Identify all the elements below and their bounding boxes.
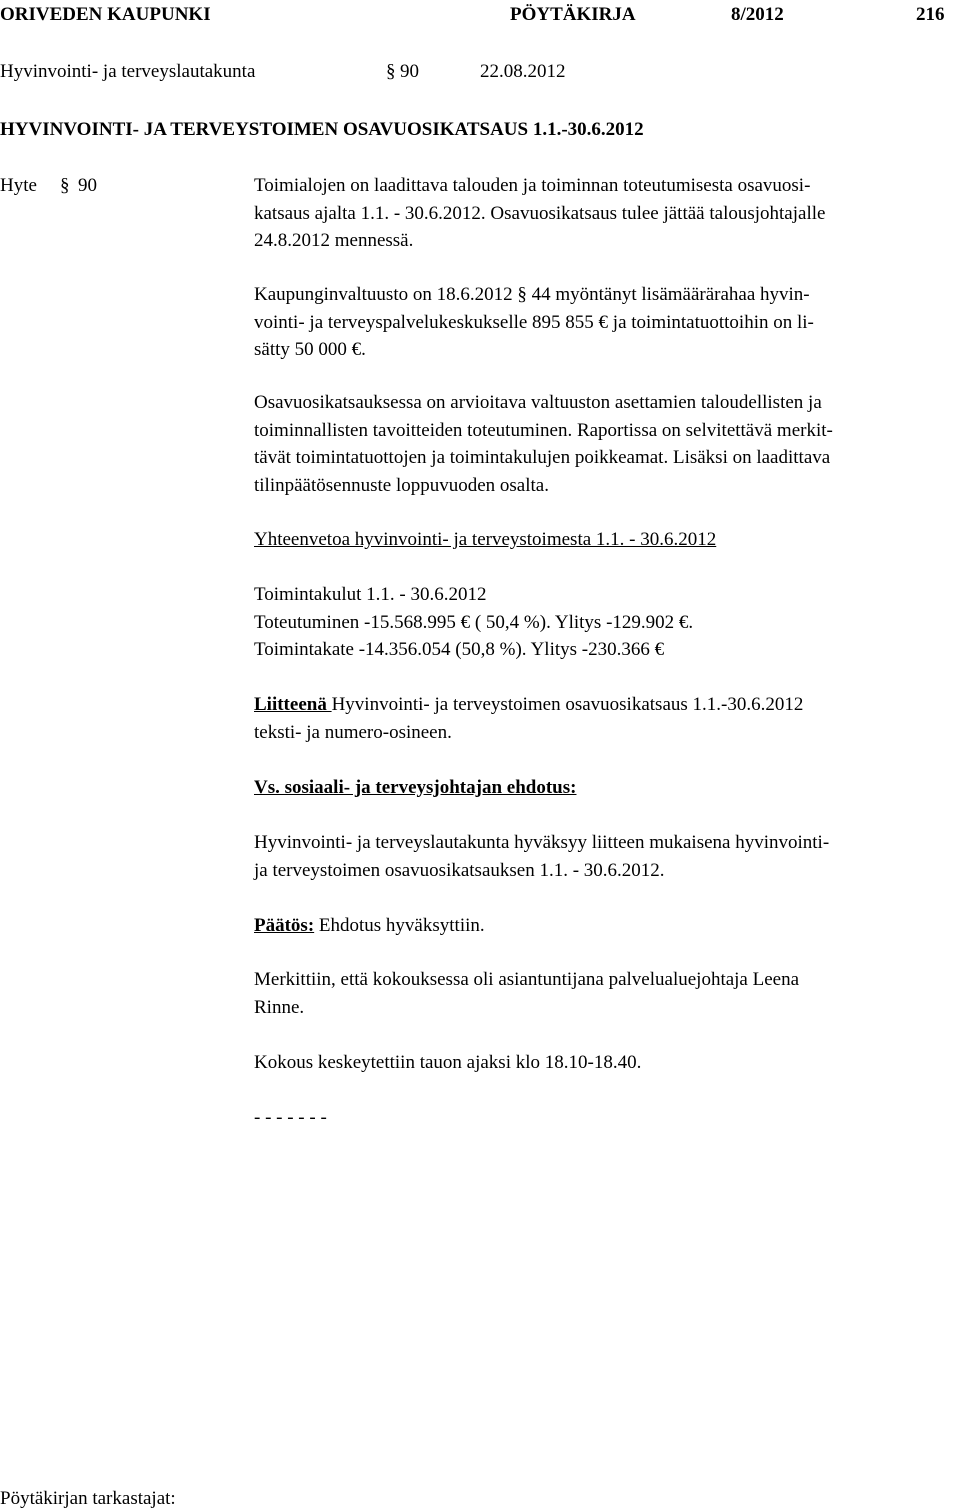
proposal-text: [254, 829, 829, 884]
text-line: Merkittiin, että kokouksessa oli asiantuntijana palvelualuejohtaja Leena: [254, 969, 800, 990]
text-line: Toimintakate -14.356.054 (50,8 %). Ylitys -230.366 €: [254, 639, 665, 660]
document-title: HYVINVOINTI- JA TERVEYSTOIMEN OSAVUOSIKATSAUS 1.1.-30.6.2012: [0, 119, 644, 140]
meeting-date: 22.08.2012: [480, 61, 566, 82]
text-line: ja terveystoimen osavuosikatsauksen 1.1. - 30.6.2012.: [254, 859, 665, 881]
committee-name: Hyvinvointi- ja terveyslautakunta: [0, 61, 256, 82]
text-line: toiminnallisten tavoitteiden toteutuminen. Raportissa on selvitettävä merkit-: [254, 419, 833, 441]
attachment-text: Hyvinvointi- ja terveystoimen osavuosikatsaus 1.1.-30.6.2012: [331, 694, 804, 715]
summary-heading: Yhteenvetoa hyvinvointi- ja terveystoimesta 1.1. - 30.6.2012: [254, 529, 717, 550]
text-line: vointi- ja terveyspalvelukeskukselle 895 855 € ja toimintatuottoihin on li-: [254, 311, 814, 333]
break-note: Kokous keskeytettiin tauon ajaksi klo 18.10-18.40.: [254, 1052, 642, 1073]
expert-note: [254, 966, 799, 1021]
text-line: sätty 50 000 €.: [254, 339, 366, 360]
section-symbol: §: [386, 61, 396, 82]
text-line: Rinne.: [254, 996, 305, 1018]
page-number: 216: [916, 4, 945, 25]
text-line: Toteutuminen -15.568.995 € ( 50,4 %). Ylitys -129.902 €.: [254, 611, 694, 633]
financial-figures: [254, 581, 693, 664]
separator: - - - - - - -: [254, 1107, 327, 1128]
text-line: Hyvinvointi- ja terveyslautakunta hyväksyy liitteen mukaisena hyvinvointi-: [254, 832, 830, 853]
footer-reviewers-label: Pöytäkirjan tarkastajat:: [0, 1488, 176, 1509]
paragraph-evaluation: [254, 389, 833, 499]
text-line: Kaupunginvaltuusto on 18.6.2012 § 44 myöntänyt lisämäärärahaa hyvin-: [254, 284, 810, 305]
reference-symbol: §: [60, 175, 70, 196]
text-line: tävät toimintatuottojen ja toimintakulujen poikkeamat. Lisäksi on laadittava: [254, 447, 831, 468]
section-number: 90: [400, 61, 419, 82]
decision-text: Ehdotus hyväksyttiin.: [314, 915, 485, 936]
organization-name: ORIVEDEN KAUPUNKI: [0, 4, 211, 25]
text-line: Toimialojen on laadittava talouden ja toiminnan toteutumisesta osavuosi-: [254, 175, 811, 196]
reference-label: Hyte: [0, 175, 37, 196]
paragraph-council-decision: [254, 281, 814, 364]
proposal-heading: Vs. sosiaali- ja terveysjohtajan ehdotus:: [254, 777, 577, 798]
text-line: 24.8.2012 mennessä.: [254, 230, 414, 251]
decision-label: Päätös:: [254, 915, 315, 936]
reference-number: 90: [78, 175, 97, 196]
paragraph-intro: [254, 172, 825, 255]
text-line: tilinpäätösennuste loppuvuoden osalta.: [254, 474, 549, 496]
decision-line: [254, 912, 485, 940]
text-line: katsaus ajalta 1.1. - 30.6.2012. Osavuosikatsaus tulee jättää talousjohtajalle: [254, 202, 826, 224]
document-number: 8/2012: [731, 4, 784, 25]
attachment-label: Liitteenä: [254, 694, 332, 715]
text-line: Osavuosikatsauksessa on arvioitava valtuuston asettamien taloudellisten ja: [254, 392, 822, 413]
attachment-section: [254, 691, 803, 746]
document-type: PÖYTÄKIRJA: [510, 4, 636, 25]
text-line: teksti- ja numero-osineen.: [254, 721, 452, 743]
text-line: Toimintakulut 1.1. - 30.6.2012: [254, 584, 487, 605]
